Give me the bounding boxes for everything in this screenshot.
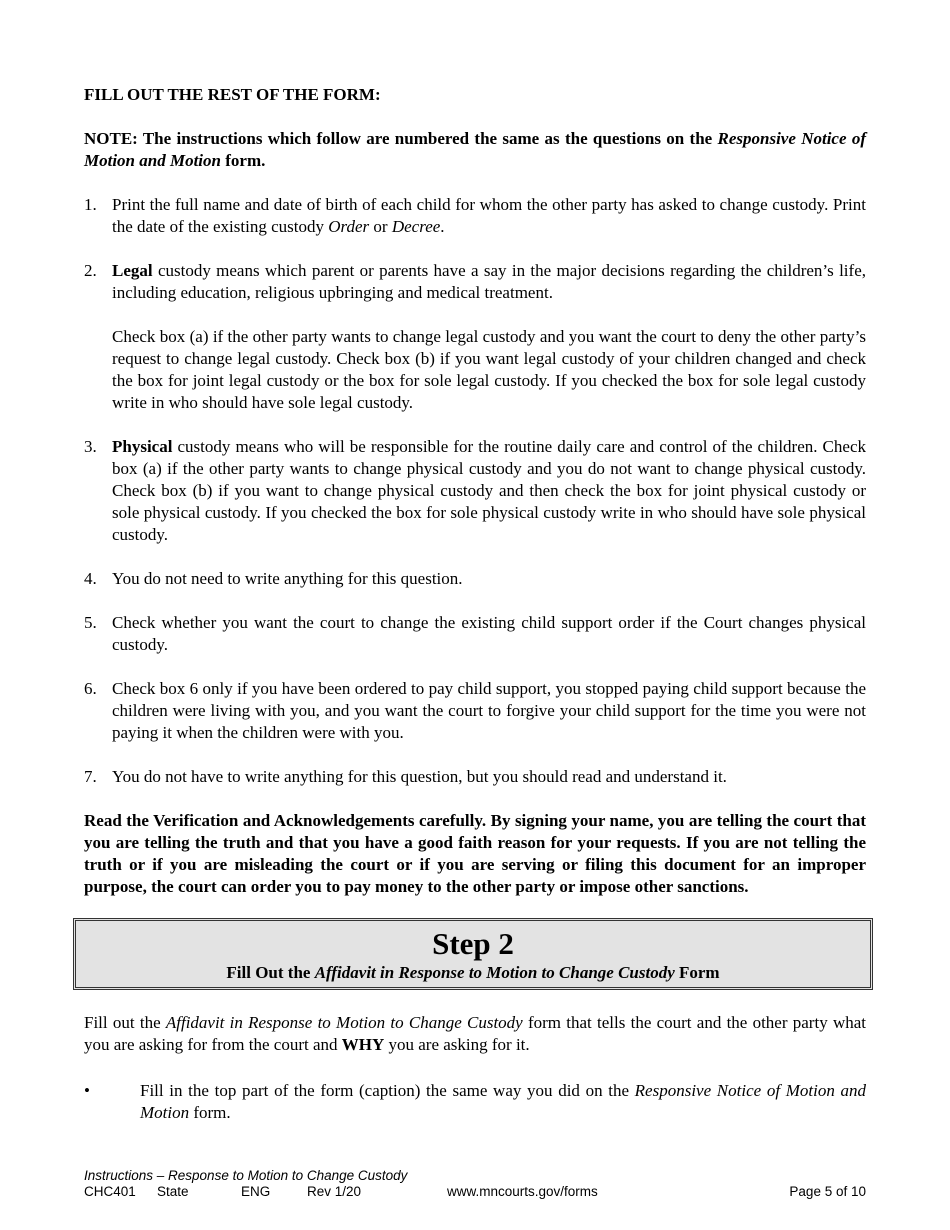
item-subparagraph: Check box (a) if the other party wants to change legal custody and you want the court to deny the other party’s request to change legal custody. Check box (b) if you want legal custody of your children changed and check the box for joint legal custody or the box for sole legal custody. If you checked the box for sole legal custody write in who should have sole legal custody. <box>112 327 866 412</box>
footer-meta <box>84 1184 866 1200</box>
decree-term: Decree <box>391 217 441 236</box>
note-suffix: form. <box>221 151 266 170</box>
intro-suffix: you are asking for it. <box>384 1035 530 1054</box>
bullet-icon: • <box>84 1081 90 1100</box>
step-2-banner <box>73 918 873 990</box>
document-body <box>84 84 866 1124</box>
footer-state: State <box>157 1184 189 1199</box>
item-number: 1. <box>84 195 97 214</box>
why-emphasis: WHY <box>341 1035 385 1054</box>
intro-form-name: Affidavit in Response to Motion to Change Custody <box>165 1013 523 1032</box>
item-number: 7. <box>84 767 97 786</box>
footer-form-code: CHC401 <box>84 1184 136 1199</box>
intro-prefix: Fill out the <box>84 1013 166 1032</box>
or-word: or <box>369 217 392 236</box>
footer-title: Instructions – Response to Motion to Change Custody <box>84 1168 408 1183</box>
item-text: Check box 6 only if you have been ordered to pay child support, you stopped paying child support because the children were living with you, and you want the court to forgive your child support for the time you were not paying it when the children were with you. <box>112 679 866 742</box>
instruction-item-7 <box>84 766 866 788</box>
step-title: Step 2 <box>432 926 514 961</box>
footer-revision: Rev 1/20 <box>307 1184 362 1199</box>
bullet-item <box>84 1080 866 1124</box>
step-subtitle <box>76 962 870 984</box>
footer-url: www.mncourts.gov/forms <box>447 1184 598 1199</box>
order-term: Order <box>328 217 370 236</box>
instruction-item-6 <box>84 678 866 744</box>
item-text: You do not need to write anything for this question. <box>112 569 463 588</box>
item-number: 2. <box>84 261 97 280</box>
item-end: . <box>440 217 445 236</box>
step-sub-suffix: Form <box>674 963 720 982</box>
item-text: custody means who will be responsible for the routine daily care and control of the children. Check box (a) if the other party wants to change physical custody and you do not want to change physical custody. Check box (b) if you want to change physical custody and then check the box for joint physical custody or sole physical custody. If you checked the box for sole physical custody write in who should have sole physical custody. <box>112 437 866 544</box>
section-heading: FILL OUT THE REST OF THE FORM: <box>84 85 381 104</box>
instruction-item-5 <box>84 612 866 656</box>
instruction-item-3 <box>84 436 866 546</box>
item-text: custody means which parent or parents have a say in the major decisions regarding the children’s life, including education, religious upbringing and medical treatment. <box>112 261 866 302</box>
bullet-form-name: Responsive Notice of Motion and Motion <box>140 1081 866 1122</box>
instruction-list <box>84 194 866 788</box>
instruction-item-1 <box>84 194 866 238</box>
instruction-item-4 <box>84 568 866 590</box>
item-text: Check whether you want the court to change the existing child support order if the Court changes physical custody. <box>112 613 866 654</box>
item-text: Print the full name and date of birth of each child for whom the other party has asked to change custody. Print the date of the existing custody <box>112 195 866 236</box>
note-form-name: Responsive Notice of Motion and Motion <box>84 129 866 170</box>
fill-intro-paragraph <box>84 1012 866 1056</box>
instruction-item-2 <box>84 260 866 414</box>
legal-term: Legal <box>112 261 153 280</box>
note-prefix: NOTE: The instructions which follow are numbered the same as the questions on the <box>84 129 718 148</box>
intro-middle: form that tells the court and the other party what you are asking for from the court and <box>84 1013 866 1054</box>
footer-language: ENG <box>241 1184 271 1199</box>
item-number: 4. <box>84 569 97 588</box>
bullet-suffix: form. <box>189 1103 231 1122</box>
note-paragraph <box>84 128 866 172</box>
item-number: 5. <box>84 613 97 632</box>
item-number: 3. <box>84 437 97 456</box>
step-sub-form: Affidavit in Response to Motion to Change Custody <box>314 963 675 982</box>
step-sub-prefix: Fill Out the <box>226 963 315 982</box>
page-footer <box>84 1168 866 1200</box>
item-text: You do not have to write anything for this question, but you should read and understand it. <box>112 767 727 786</box>
verification-warning: Read the Verification and Acknowledgements carefully. By signing your name, you are telling the court that you are telling the truth and that you have a good faith reason for your requests. If you are not telling the truth or if you are misleading the court or if you are serving or filing this document for an improper purpose, the court can order you to pay money to the other party or impose other sanctions. <box>84 811 866 896</box>
physical-term: Physical <box>112 437 173 456</box>
bullet-prefix: Fill in the top part of the form (caption) the same way you did on the <box>140 1081 635 1100</box>
footer-page-number: Page 5 of 10 <box>789 1184 866 1199</box>
item-number: 6. <box>84 679 97 698</box>
